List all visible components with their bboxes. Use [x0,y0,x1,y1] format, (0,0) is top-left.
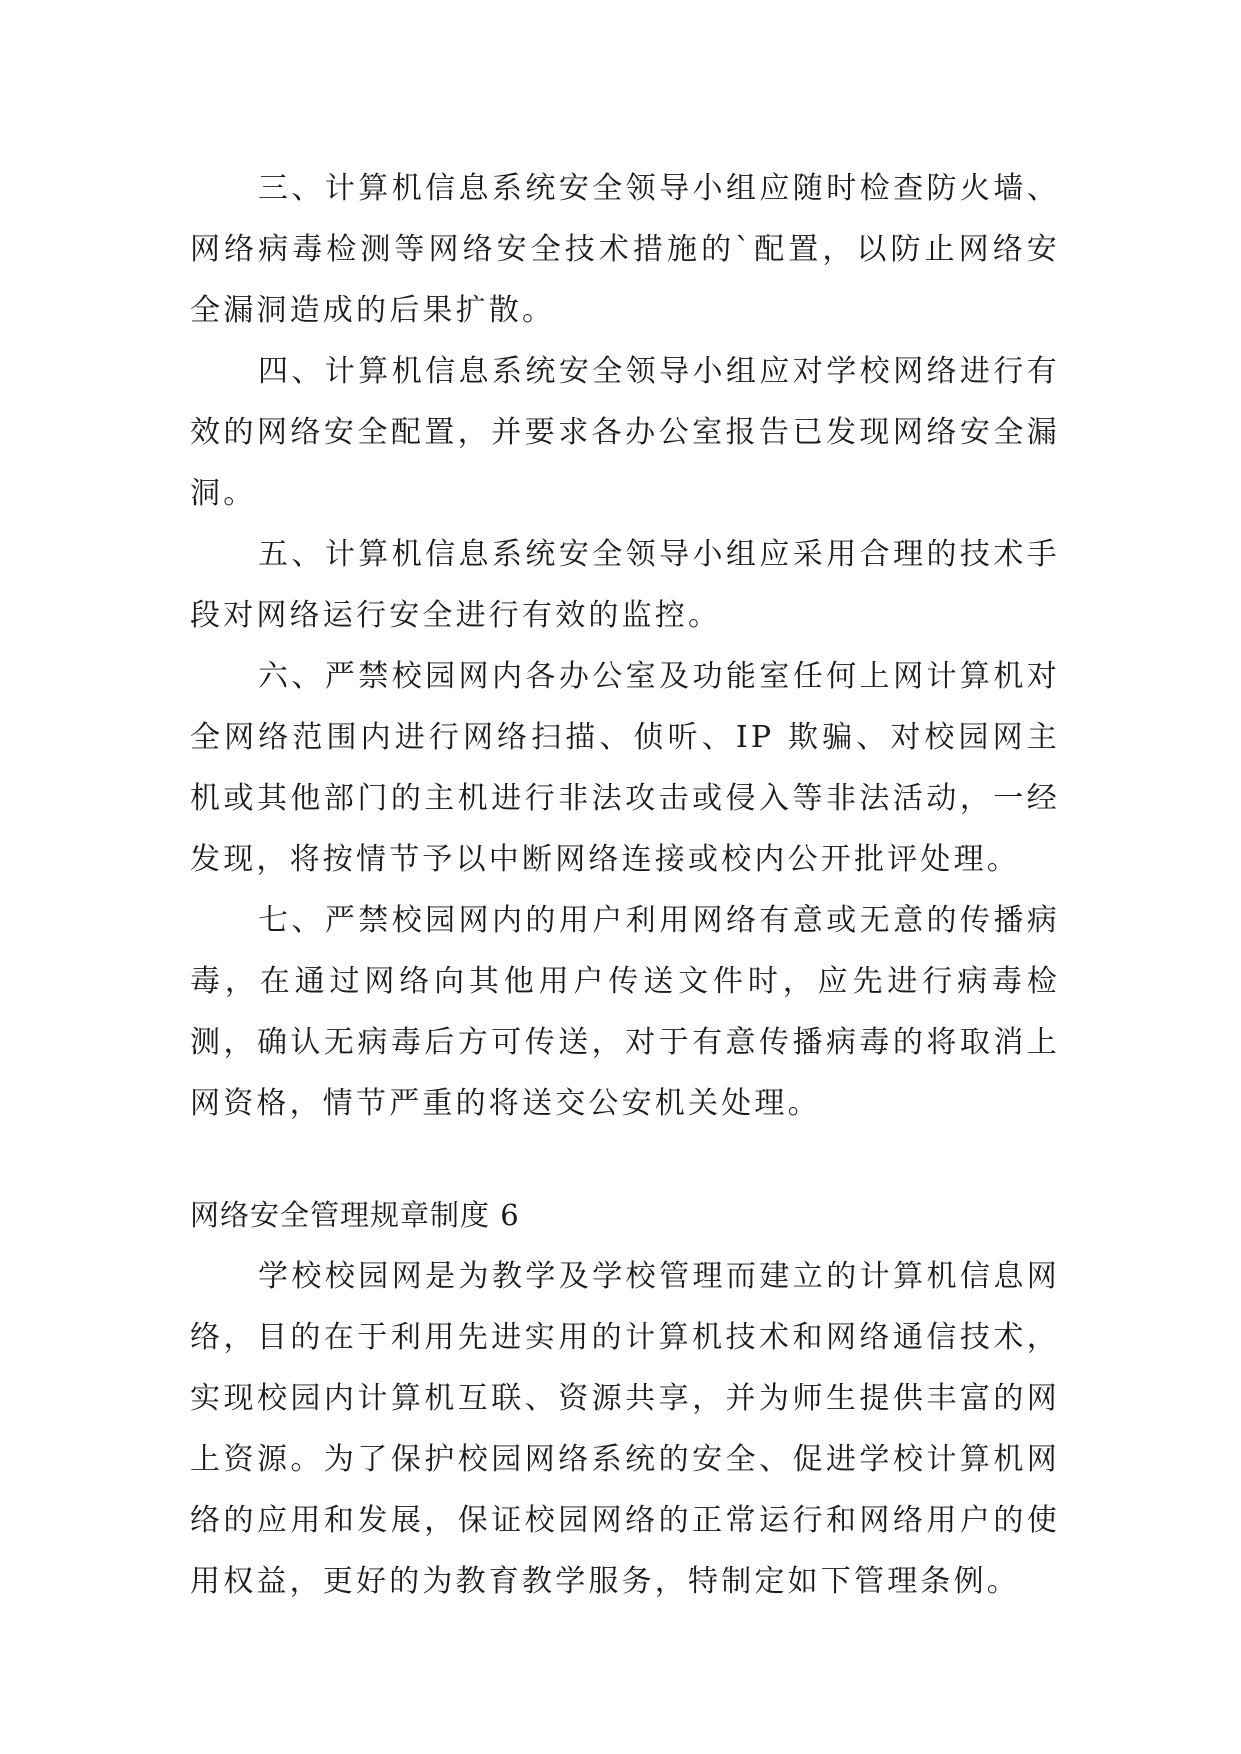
paragraph-campus-network-intro: 学校校园网是为教学及学校管理而建立的计算机信息网络，目的在于利用先进实用的计算机技术和网络通信技术，实现校园内计算机互联、资源共享，并为师生提供丰富的网上资源。为了保护校园网络系统的安全、促进学校计算机网络的应用和发展，保证校园网络的正常运行和网络用户的使用权益，更好的为教育教学服务，特制定如下管理条例。 [190,1259,1060,1599]
paragraph-monitoring: 五、计算机信息系统安全领导小组应采用合理的技术手段对网络运行安全进行有效的监控。 [190,537,1060,633]
paragraph-prohibit-virus: 七、严禁校园网内的用户利用网络有意或无意的传播病毒，在通过网络向其他用户传送文件时，应先进行病毒检测，确认无病毒后方可传送，对于有意传播病毒的将取消上网资格，情节严重的将送交公安机关处理。 [190,903,1060,1121]
section-title: 网络安全管理规章制度 6 [190,1198,520,1232]
paragraph-firewall-check: 三、计算机信息系统安全领导小组应随时检查防火墙、网络病毒检测等网络安全技术措施的`配置，以防止网络安全漏洞造成的后果扩散。 [190,171,1060,328]
paragraph-security-config: 四、计算机信息系统安全领导小组应对学校网络进行有效的网络安全配置，并要求各办公室报告已发现网络安全漏洞。 [190,354,1060,511]
document-page [190,158,1060,1612]
paragraph-prohibit-attacks: 六、严禁校园网内各办公室及功能室任何上网计算机对全网络范围内进行网络扫描、侦听、IP 欺骗、对校园网主机或其他部门的主机进行非法攻击或侵入等非法活动，一经发现，将按情节予以中断网络连接或校内公开批评处理。 [190,659,1060,877]
